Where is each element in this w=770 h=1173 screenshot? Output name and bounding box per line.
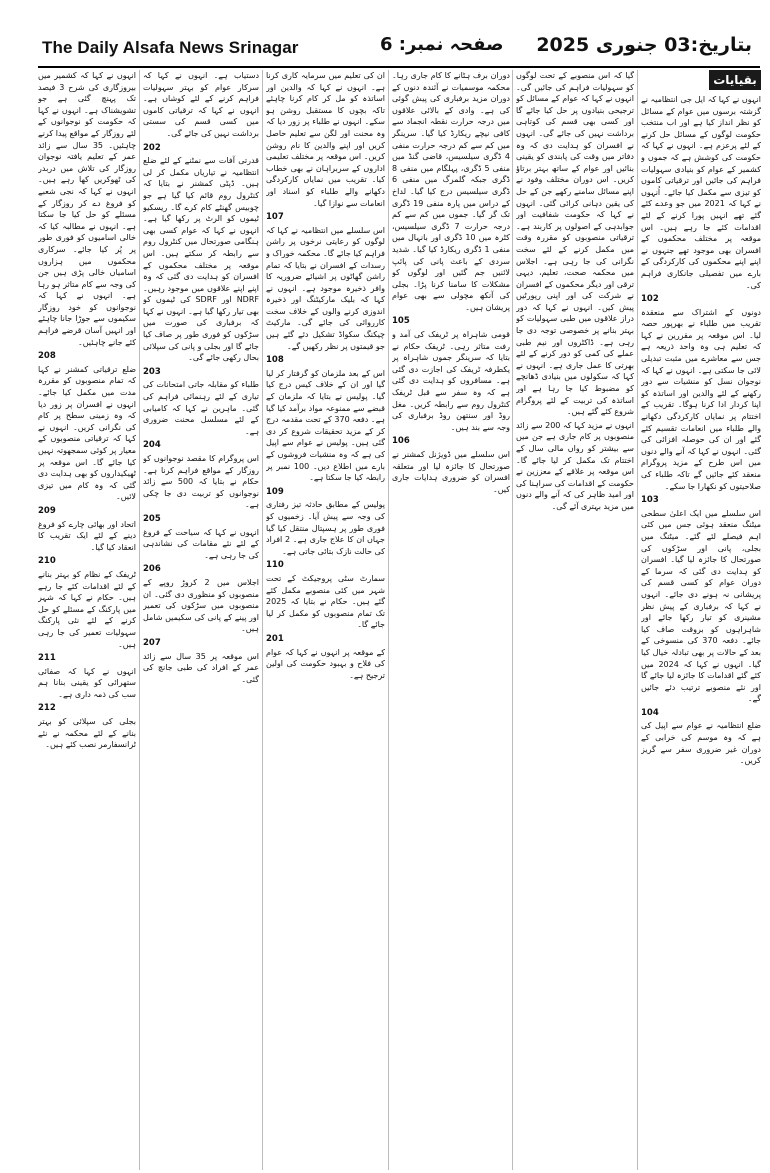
column-body — [143, 70, 259, 685]
article-paragraph: اس سلسلے میں ایک اعلیٰ سطحی میٹنگ منعقد ہوئی جس میں کئی اہم فیصلے لئے گئے۔ میٹنگ میں بجلی، پانی اور سڑکوں کی صورتحال کا جائزہ لیا گیا۔ افسران کو ہدایت دی گئی کہ سرما کے دوران عوام کو کسی قسم کی پریشانی نہ ہونے دی جائے۔ انہوں نے کہا کہ برفباری کے پیش نظر مشینری کو تیار رکھا جائے اور شاہراہوں کو بروقت صاف کیا جائے۔ دفعہ 370 کی منسوخی کے بعد کے حالات پر بھی تبادلہ خیال کیا گیا۔ انہوں نے کہا کہ 2024 میں کئے گئے اقدامات کا جائزہ لیا جائے گا اور نئے منصوبے ترتیب دئے جائیں گے۔ — [641, 508, 761, 704]
continuation-number: 108 — [266, 355, 284, 366]
column-divider — [139, 70, 140, 1170]
continuation-number: 205 — [143, 513, 161, 524]
article-paragraph: اس کے بعد ملزمان کو گرفتار کر لیا گیا اور ان کے خلاف کیس درج کیا گیا۔ پولیس نے بتایا کہ ملزمان کے قبضے سے ممنوعہ مواد برآمد کیا گیا ہے۔ دفعہ 370 کے تحت مقدمہ درج کر کے مزید تحقیقات شروع کر دی گئی ہیں۔ پولیس نے عوام سے اپیل کی ہے کہ وہ منشیات فروشوں کے بارے میں اطلاع دیں۔ 100 نمبر پر رابطہ کیا جا سکتا ہے۔ — [266, 368, 385, 483]
continuation-number: 211 — [38, 653, 56, 664]
article-paragraph: اس سلسلے میں ڈویژنل کمشنر نے صورتحال کا جائزہ لیا اور متعلقہ افسران کو ضروری ہدایات جاری کیں۔ — [392, 450, 510, 494]
article-paragraph: ان کی تعلیم میں سرمایہ کاری کرنا ہے۔ انہوں نے کہا کہ والدین اور اساتذہ کو مل کر کام کرنا چاہئے تاکہ بچوں کا مستقبل روشن ہو سکے۔ انہوں نے طلباء پر زور دیا کہ وہ محنت اور لگن سے تعلیم حاصل کریں اور اپنے والدین کا نام روشن کریں۔ اس موقعہ پر مختلف تعلیمی اداروں کے سربراہان نے بھی خطاب کیا۔ تقریب میں نمایاں کارکردگی دکھانے والے طلباء کو اسناد اور انعامات سے نوازا گیا۔ — [266, 71, 385, 208]
article-paragraph: طلباء کو مقابلہ جاتی امتحانات کی تیاری کے لئے رہنمائی فراہم کی گئی۔ ماہرین نے کہا کہ کامیابی کے لئے مسلسل محنت ضروری ہے۔ — [143, 380, 259, 436]
continuation-number: 204 — [143, 440, 161, 451]
article-paragraph: ضلع انتظامیہ نے عوام سے اپیل کی ہے کہ وہ موسم کی خرابی کے دوران غیر ضروری سفر سے گریز کریں۔ — [641, 721, 761, 766]
article-paragraph: سمارٹ سٹی پروجیکٹ کے تحت شہر میں کئی منصوبے مکمل کئے گئے ہیں۔ حکام نے بتایا کہ 2025 تک تمام منصوبوں کو مکمل کر لیا جائے گا۔ — [266, 573, 385, 630]
article-paragraph: انہوں نے کہا کہ کشمیر میں بیروزگاری کی شرح 3 فیصد تک پہنچ گئی ہے جو تشویشناک ہے۔ انہوں نے کہا کہ حکومت کو نوجوانوں کے لئے روزگار کے مواقع پیدا کرنے چاہئیں۔ 35 سال سے زائد عمر کے تعلیم یافتہ نوجوان روزگار کی تلاش میں دربدر کی ٹھوکریں کھا رہے ہیں۔ انہوں نے کہا کہ نجی شعبے کو فروغ دے کر روزگار کے مسئلے کو حل کیا جا سکتا ہے۔ انہوں نے مطالبہ کیا کہ خالی اسامیوں کو فوری طور پر پُر کیا جائے۔ سرکاری محکموں میں ہزاروں اسامیاں خالی پڑی ہیں جن کی وجہ سے کام متاثر ہو رہا ہے۔ انہوں نے کہا کہ نوجوانوں کو خود روزگار سکیموں سے جوڑا جانا چاہئے اور انہیں آسان قرضے فراہم کئے جانے چاہئیں۔ — [38, 71, 136, 347]
article-paragraph: انہوں نے کہا کہ ایل جی انتظامیہ نے گزشتہ برسوں میں عوام کے مسائل کو نظر انداز کیا ہے اور اب منتخب حکومت لوگوں کے مسائل حل کرنے کے لئے پرعزم ہے۔ انہوں نے کہا کہ حکومت کی کوشش ہے کہ جموں و کشمیر کے عوام کو بنیادی سہولیات فراہم کی جائیں اور ترقیاتی کاموں کو تیزی سے مکمل کیا جائے۔ اُنہوں نے کہا کہ 2021 میں جو وعدے کئے گئے تھے انہیں پورا کرنے کے لئے اقدامات کئے جا رہے ہیں۔ اس موقعہ پر مختلف محکموں کے افسران بھی موجود تھے جنہوں نے اپنے اپنے محکموں کی کارکردگی کے بارے میں تفصیلی جانکاری فراہم کی۔ — [641, 95, 761, 290]
article-paragraph: قدرتی آفات سے نمٹنے کے لئے ضلع انتظامیہ نے تیاریاں مکمل کر لی ہیں۔ ڈپٹی کمشنر نے بتایا کہ کنٹرول روم قائم کیا گیا ہے جو چوبیس گھنٹے کام کرے گا۔ ریسکیو ٹیموں کو الرٹ پر رکھا گیا ہے۔ انہوں نے کہا کہ عوام کسی بھی ہنگامی صورتحال میں کنٹرول روم سے رابطہ کر سکتے ہیں۔ اس موقعہ پر مختلف محکموں کے افسران کو ہدایت دی گئی کہ وہ اپنے اپنے علاقوں میں موجود رہیں۔ NDRF اور SDRF کی ٹیموں کو بھی تیار رکھا گیا ہے۔ انہوں نے کہا کہ برفباری کی صورت میں سڑکوں کو فوری طور پر صاف کیا جائے گا اور بجلی و پانی کی سپلائی بحال رکھی جائے گی۔ — [143, 156, 259, 363]
continuation-number: 208 — [38, 351, 56, 362]
continuation-number: 109 — [266, 486, 284, 497]
article-paragraph: کے موقعہ پر انہوں نے کہا کہ عوام کی فلاح و بہبود حکومت کی اولین ترجیح ہے۔ — [266, 647, 385, 680]
continuation-number: 106 — [392, 436, 410, 447]
article-paragraph: اتحاد اور بھائی چارے کو فروغ دینے کے لئے ایک تقریب کا انعقاد کیا گیا۔ — [38, 519, 136, 552]
column-1 — [641, 70, 761, 1170]
continuation-number: 103 — [641, 495, 659, 506]
column-4 — [266, 70, 385, 1170]
page-number: صفحہ نمبر: 6 — [380, 34, 504, 55]
column-3 — [392, 70, 510, 1170]
article-paragraph: دستیاب ہے۔ انہوں نے کہا کہ سرکار عوام کو بہتر سہولیات فراہم کرنے کے لئے کوشاں ہے۔ انہوں نے کہا کہ ترقیاتی کاموں میں کسی قسم کی سستی برداشت نہیں کی جائے گی۔ — [143, 71, 259, 138]
continuation-number: 105 — [392, 316, 410, 327]
masthead — [8, 34, 762, 68]
column-divider — [637, 70, 638, 1170]
column-divider — [512, 70, 513, 1170]
continuation-number: 203 — [143, 366, 161, 377]
article-paragraph: گیا کہ اس منصوبے کے تحت لوگوں کو سہولیات فراہم کی جائیں گی۔ انہوں نے کہا کہ عوام کے مسائل کو ترجیحی بنیادوں پر حل کیا جائے گا اور کسی بھی قسم کی کوتاہی برداشت نہیں کی جائے گی۔ انہوں نے افسران کو ہدایت دی کہ وہ دفاتر میں وقت کی پابندی کو یقینی بنائیں اور عوام کے ساتھ بہتر برتاؤ کریں۔ اس دوران مختلف وفود نے اپنے مسائل سامنے رکھے جن کے حل کی یقین دہانی کرائی گئی۔ انہوں نے کہا کہ حکومت شفافیت اور جوابدہی کے اصولوں پر کاربند ہے۔ ترقیاتی منصوبوں کو مقررہ وقت میں مکمل کرنے کے لئے سخت نگرانی کی جا رہی ہے۔ اجلاس میں محکمہ صحت، تعلیم، دیہی ترقی اور دیگر محکموں کے افسران نے شرکت کی اور اپنی رپورٹیں پیش کیں۔ انہوں نے کہا کہ دور دراز علاقوں میں طبی سہولیات کو بہتر بنانے پر خصوصی توجہ دی جا رہی ہے۔ ڈاکٹروں اور نیم طبی عملے کی کمی کو دور کرنے کے لئے بھرتی کا عمل جاری ہے۔ انہوں نے کہا کہ سکولوں میں بنیادی ڈھانچے کو مضبوط کیا جا رہا ہے اور اساتذہ کی تربیت کے لئے پروگرام شروع کئے گئے ہیں۔ — [516, 71, 634, 417]
column-divider — [388, 70, 389, 1170]
article-paragraph: انہوں نے کہا کہ سیاحت کے فروغ کے لئے نئے مقامات کی نشاندہی کی جا رہی ہے۔ — [143, 527, 259, 560]
continuation-number: 202 — [143, 142, 161, 153]
article-paragraph: اس سلسلے میں انتظامیہ نے کہا کہ لوگوں کو رعایتی نرخوں پر راشن فراہم کیا جائے گا۔ محکمہ خوراک و رسدات کے افسران نے بتایا کہ تمام راشن گھاٹوں پر اشیائے ضروریہ کا وافر ذخیرہ موجود ہے۔ انہوں نے کہا کہ بلیک مارکیٹنگ اور ذخیرہ اندوزی کرنے والوں کے خلاف سخت کارروائی کی جائے گی۔ مارکیٹ چیکنگ سکواڈ تشکیل دئے گئے ہیں جو قیمتوں پر نظر رکھیں گے۔ — [266, 225, 385, 351]
article-paragraph: قومی شاہراہ پر ٹریفک کی آمد و رفت متاثر رہی۔ ٹریفک حکام نے بتایا کہ سرینگر جموں شاہراہ پر یکطرفہ ٹریفک کی اجازت دی گئی ہے۔ مسافروں کو ہدایت دی گئی ہے کہ وہ سفر سے قبل ٹریفک کنٹرول روم سے رابطہ کریں۔ مغل روڈ اور سنتھن روڈ برفباری کی وجہ سے بند ہیں۔ — [392, 330, 510, 432]
article-paragraph: انہوں نے مزید کہا کہ 200 سے زائد منصوبوں پر کام جاری ہے جن میں سے بیشتر کو رواں مالی سال کے اختتام تک مکمل کر لیا جائے گا۔ اس موقعہ پر علاقے کے معززین نے حکومت کے اقدامات کی سراہنا کی اور امید ظاہر کی کہ آنے والے دنوں میں مزید بہتری آئے گی۔ — [516, 420, 634, 511]
continuation-number: 206 — [143, 564, 161, 575]
continuation-number: 201 — [266, 633, 284, 644]
article-paragraph: ضلع ترقیاتی کمشنر نے کہا کہ تمام منصوبوں کو مقررہ مدت میں مکمل کیا جائے۔ انہوں نے افسران پر زور دیا کہ وہ زمینی سطح پر کام کی نگرانی کریں۔ انہوں نے کہا کہ ترقیاتی منصوبوں کے معیار پر کوئی سمجھوتہ نہیں کیا جائے گا۔ اس موقعہ پر ٹھیکیداروں کو بھی ہدایت دی گئی کہ وہ کام میں تیزی لائیں۔ — [38, 364, 136, 502]
continuation-number: 110 — [266, 560, 284, 571]
continuation-number: 207 — [143, 637, 161, 648]
continuation-number: 212 — [38, 703, 56, 714]
column-body — [516, 70, 634, 513]
article-paragraph: انہوں نے کہا کہ صفائی ستھرائی کو یقینی بنانا ہم سب کی ذمہ داری ہے۔ — [38, 666, 136, 699]
column-5 — [143, 70, 259, 1170]
newspaper-page — [8, 0, 762, 1173]
column-divider — [262, 70, 263, 1170]
article-paragraph: اس موقعہ پر 35 سال سے زائد عمر کے افراد کی طبی جانچ کی گئی۔ — [143, 651, 259, 684]
article-paragraph: پولیس کے مطابق حادثہ تیز رفتاری کی وجہ سے پیش آیا۔ زخمیوں کو فوری طور پر ہسپتال منتقل کیا گیا جہاں ان کا علاج جاری ہے۔ 2 افراد کی حالت نازک بتائی جاتی ہے۔ — [266, 500, 385, 556]
continuation-number: 102 — [641, 294, 659, 305]
column-6 — [38, 70, 136, 1170]
publication-name: The Daily Alsafa News Srinagar — [42, 38, 299, 57]
article-paragraph: دونوں کے اشتراک سے منعقدہ تقریب میں طلباء نے بھرپور حصہ لیا۔ اس موقعہ پر مقررین نے کہا کہ تعلیم ہی وہ واحد ذریعہ ہے جس سے معاشرے میں مثبت تبدیلی لائی جا سکتی ہے۔ انہوں نے کہا کہ نوجوان نسل کو منشیات سے دور رکھنے کے لئے والدین اور اساتذہ کو اپنا کردار ادا کرنا ہوگا۔ تقریب کے اختتام پر نمایاں کارکردگی دکھانے والے طلباء میں انعامات تقسیم کئے گئے اور ان کی حوصلہ افزائی کی گئی۔ انہوں نے کہا کہ آنے والے دنوں میں اس طرح کے مزید پروگرام منعقد کئے جائیں گے تاکہ طلباء کی صلاحیتوں کو نکھارا جا سکے۔ — [641, 307, 761, 491]
continuation-number: 104 — [641, 707, 659, 718]
issue-date: بتاریخ:03 جنوری 2025 — [536, 34, 752, 56]
continuation-number: 107 — [266, 212, 284, 223]
column-2 — [516, 70, 634, 1170]
section-label: بقیایات — [709, 70, 761, 90]
continuation-number: 210 — [38, 556, 56, 567]
header-rule — [38, 66, 760, 68]
article-paragraph: ٹریفک کے نظام کو بہتر بنانے کے لئے اقدامات کئے جا رہے ہیں۔ حکام نے کہا کہ شہر میں پارکنگ کے مسئلے کو حل کرنے کے لئے نئی پارکنگ سہولیات تعمیر کی جا رہی ہیں۔ — [38, 569, 136, 649]
continuation-number: 209 — [38, 505, 56, 516]
column-body — [392, 70, 510, 495]
article-paragraph: بجلی کی سپلائی کو بہتر بنانے کے لئے محکمہ نے نئے ٹرانسفارمر نصب کئے ہیں۔ — [38, 717, 136, 750]
column-body — [38, 70, 136, 751]
article-paragraph: دوران برف ہٹانے کا کام جاری رہا۔ محکمہ موسمیات نے آئندہ دنوں کے دوران مزید برفباری کی پیش گوئی کی ہے۔ وادی کے بالائی علاقوں میں درجہ حرارت نقطہ انجماد سے کافی نیچے ریکارڈ کیا گیا۔ سرینگر میں کم سے کم درجہ حرارت منفی 4 ڈگری سیلسیس، قاضی گنڈ میں منفی 5 ڈگری، پہلگام میں منفی 8 ڈگری جبکہ گلمرگ میں منفی 6 ڈگری سیلسیس درج کیا گیا۔ لداخ کے دراس میں پارہ منفی 19 ڈگری تک گر گیا۔ جموں میں کم سے کم درجہ حرارت 7 ڈگری سیلسیس، کٹرہ میں 10 ڈگری اور بانہال میں منفی 1 ڈگری ریکارڈ کیا گیا۔ شدید سردی کے باعث پانی کی پائپ لائنیں جم گئیں اور لوگوں کو مشکلات کا سامنا کرنا پڑا۔ بجلی کی آنکھ مچولی سے بھی عوام پریشان ہیں۔ — [392, 71, 510, 312]
article-paragraph: اجلاس میں 2 کروڑ روپے کے منصوبوں کو منظوری دی گئی۔ ان منصوبوں میں سڑکوں کی تعمیر اور پینے کے پانی کی سکیمیں شامل ہیں۔ — [143, 577, 259, 634]
column-body — [266, 70, 385, 681]
column-body — [641, 94, 761, 767]
article-paragraph: اس پروگرام کا مقصد نوجوانوں کو روزگار کے مواقع فراہم کرنا ہے۔ حکام نے بتایا کہ 500 سے زائد نوجوانوں کو تربیت دی جا چکی ہے۔ — [143, 454, 259, 510]
